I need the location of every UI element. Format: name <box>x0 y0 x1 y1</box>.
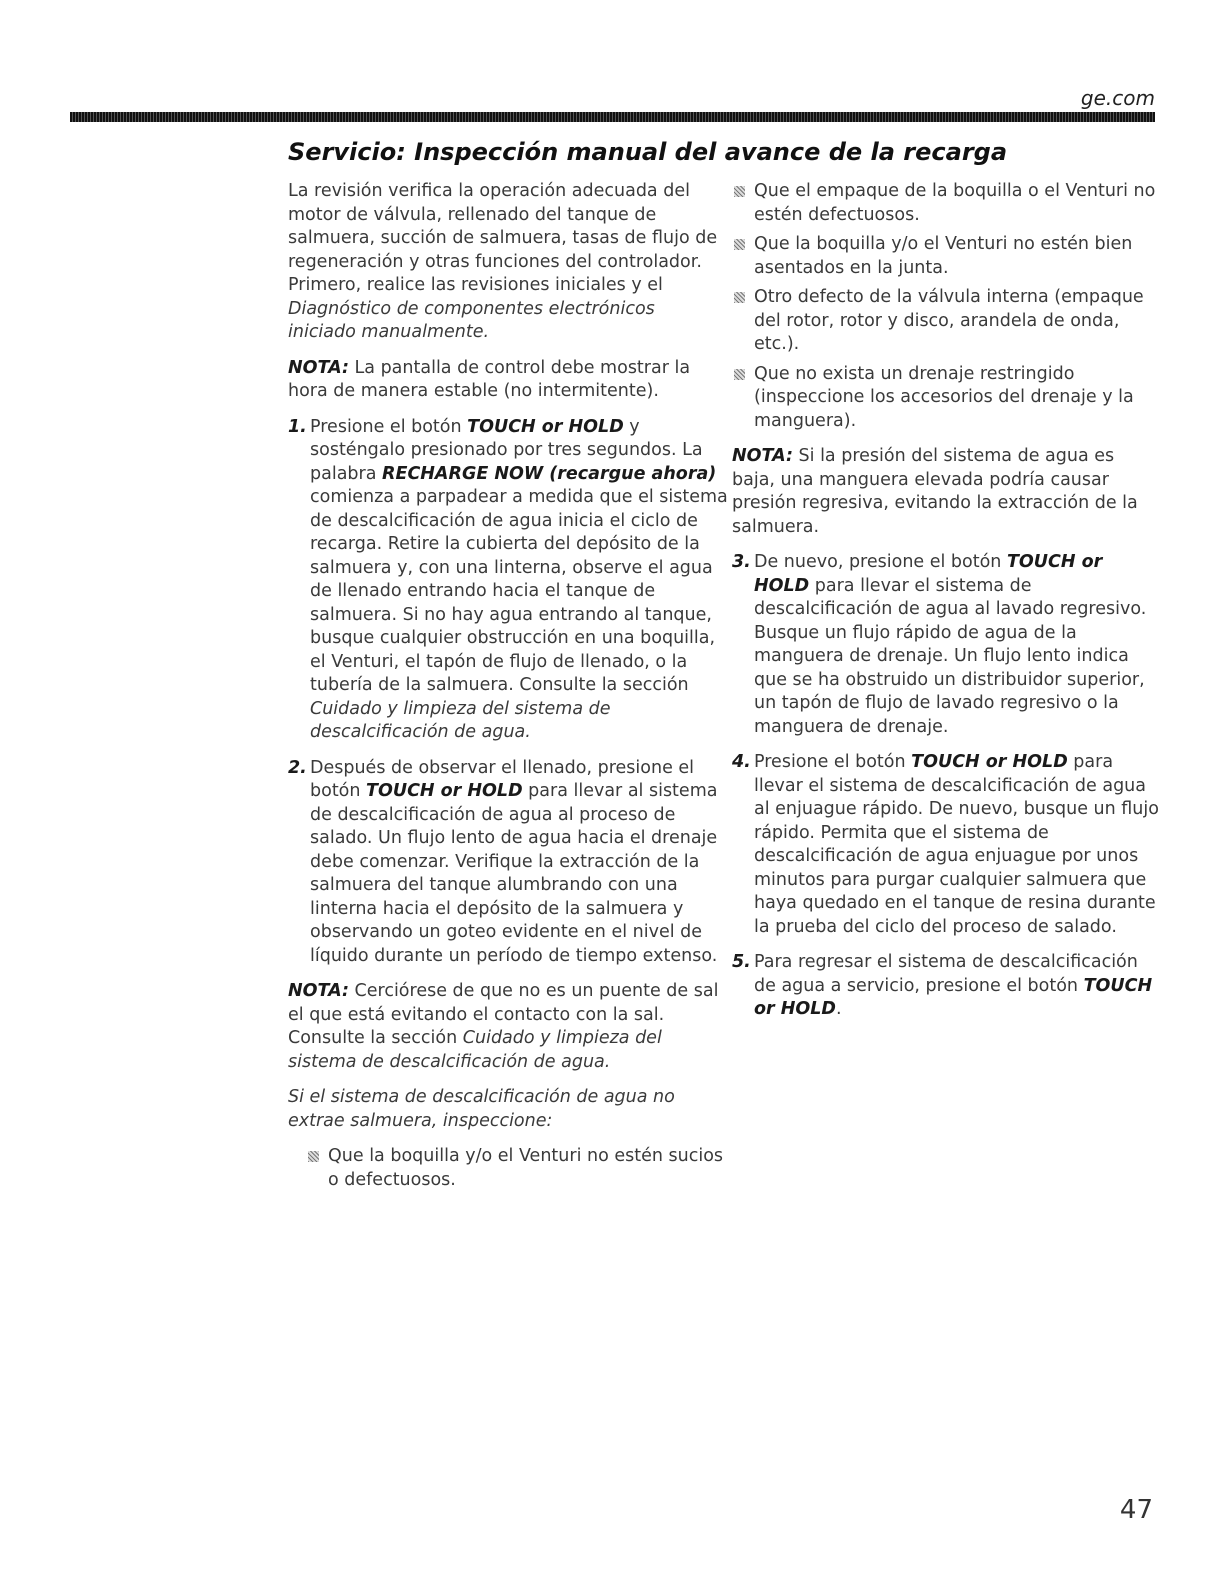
bullet-icon <box>734 369 745 380</box>
left-column <box>288 180 728 1198</box>
step-4: 4. Presione el botón TOUCH or HOLD para llevar el sistema de descalcificación de agua al enjuague rápido. De nuevo, busque un flujo rápido. Permita que el sistema de descalcificación de agua enjuague por unos minutos para purgar cualquier salmuera que haya quedado en el tanque de resina durante la prueba del ciclo del proceso de salado. <box>732 752 1159 937</box>
step-3: 3. De nuevo, presione el botón TOUCH or HOLD para llevar el sistema de descalcificación de agua al lavado regresivo. Busque un flujo rápido de agua de la manguera de drenaje. Un flujo lento indica que se ha obstruido un distribuidor superior, un tapón de flujo de lavado regresivo o la manguera de drenaje. <box>732 552 1147 737</box>
bullet-icon <box>734 239 745 250</box>
bullet-icon <box>734 292 745 303</box>
bullet-item: Que el empaque de la boquilla o el Venturi no estén defectuosos. <box>732 180 1162 227</box>
intro-paragraph: La revisión verifica la operación adecuada del motor de válvula, rellenado del tanque de salmuera, succión de salmuera, tasas de flujo de regeneración y otras funciones del controlador. Primero, realice las revisiones iniciales y el Diagnóstico de componentes electrónicos iniciado manualmente. <box>288 181 718 342</box>
bullet-item: Que la boquilla y/o el Venturi no estén sucios o defectuosos. <box>306 1145 728 1192</box>
note-display: NOTA: La pantalla de control debe mostrar la hora de manera estable (no intermitente). <box>288 357 691 401</box>
page-number: 47 <box>1119 1495 1153 1525</box>
site-url: ge.com <box>1080 86 1155 110</box>
bullet-item: Otro defecto de la válvula interna (empaque del rotor, rotor y disco, arandela de onda, etc.). <box>732 286 1162 357</box>
step-2: 2. Después de observar el llenado, presione el botón TOUCH or HOLD para llevar al sistema de descalcificación de agua al proceso de salado. Un flujo lento de agua hacia el drenaje debe comenzar. Verifique la extracción de la salmuera del tanque alumbrando con una linterna hacia el depósito de la salmuera y observando un goteo evidente en el nivel de líquido durante un período de tiempo extenso. <box>288 757 718 966</box>
bullet-icon <box>734 186 745 197</box>
right-column <box>732 180 1162 1034</box>
page-title: Servicio: Inspección manual del avance de la recarga <box>288 138 1008 166</box>
bullet-icon <box>308 1151 319 1162</box>
bullet-item: Que no exista un drenaje restringido (inspeccione los accesorios del drenaje y la manguera). <box>732 363 1162 434</box>
inspection-condition: Si el sistema de descalcificación de agua no extrae salmuera, inspeccione: <box>288 1087 675 1131</box>
step-5: 5. Para regresar el sistema de descalcificación de agua a servicio, presione el botón TOUCH or HOLD. <box>732 952 1153 1019</box>
step-1: 1. Presione el botón TOUCH or HOLD y sosténgalo presionado por tres segundos. La palabra RECHARGE NOW (recargue ahora) comienza a parpadear a medida que el sistema de descalcificación de agua inicia el ciclo de recarga. Retire la cubierta del depósito de la salmuera y, con una linterna, observe el agua de llenado entrando hacia el tanque de salmuera. Si no hay agua entrando al tanque, busque cualquier obstrucción en una boquilla, el Venturi, el tapón de flujo de llenado, o la tubería de la salmuera. Consulte la sección Cuidado y limpieza del sistema de descalcificación de agua. <box>288 416 728 742</box>
note-pressure: NOTA: Si la presión del sistema de agua es baja, una manguera elevada podría causar presión regresiva, evitando la extracción de la salmuera. <box>732 446 1138 537</box>
header-rule <box>70 112 1155 122</box>
bullet-item: Que la boquilla y/o el Venturi no estén bien asentados en la junta. <box>732 233 1162 280</box>
note-salt-bridge: NOTA: Cerciórese de que no es un puente de sal el que está evitando el contacto con la sal. Consulte la sección Cuidado y limpieza del sistema de descalcificación de agua. <box>288 981 719 1072</box>
